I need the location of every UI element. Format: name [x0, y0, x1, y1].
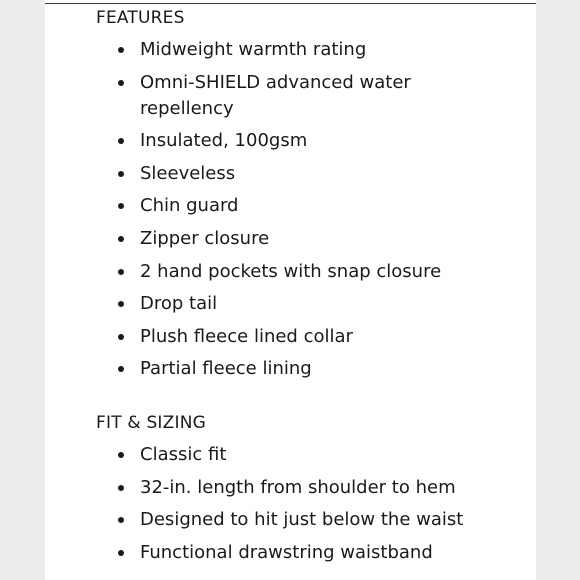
list-item: [96, 259, 526, 285]
list-item: [96, 475, 526, 501]
fit-sizing-heading: FIT & SIZING: [96, 413, 206, 433]
features-section: [96, 7, 526, 389]
list-item: [96, 507, 526, 533]
bullet-text: Sleeveless: [140, 162, 236, 184]
list-item: [96, 226, 526, 252]
fit-sizing-list: [96, 442, 526, 566]
list-item: [96, 128, 526, 154]
list-item: [96, 291, 526, 317]
bullet-text: Plush fleece lined collar: [140, 325, 353, 347]
list-item: [96, 324, 526, 350]
bullet-text: 32-in. length from shoulder to hem: [140, 476, 456, 498]
bullet-text: 2 hand pockets with snap closure: [140, 260, 442, 282]
bullet-text: Omni-SHIELD advanced water: [140, 71, 411, 93]
features-list: [96, 37, 526, 382]
bullet-text-continued: repellency: [140, 97, 234, 119]
list-item: [96, 37, 526, 63]
list-item: [96, 442, 526, 468]
list-item: [96, 356, 526, 382]
bullet-text: Partial fleece lining: [140, 358, 312, 380]
features-heading: FEATURES: [96, 8, 185, 28]
bullet-text: Chin guard: [140, 195, 239, 217]
bullet-text: Insulated, 100gsm: [140, 130, 308, 152]
content-panel: [45, 0, 536, 580]
list-item: [96, 161, 526, 187]
bullet-text: Functional drawstring waistband: [140, 541, 433, 563]
bullet-text: Zipper closure: [140, 227, 270, 249]
bullet-text: Drop tail: [140, 293, 218, 315]
bullet-text: Classic fit: [140, 444, 227, 465]
fit-sizing-section: [96, 412, 526, 572]
top-divider: [45, 3, 536, 4]
bullet-text: Midweight warmth rating: [140, 39, 367, 60]
list-item: [96, 193, 526, 219]
bullet-text: Designed to hit just below the waist: [140, 509, 464, 531]
list-item: [96, 70, 526, 122]
list-item: [96, 540, 526, 566]
